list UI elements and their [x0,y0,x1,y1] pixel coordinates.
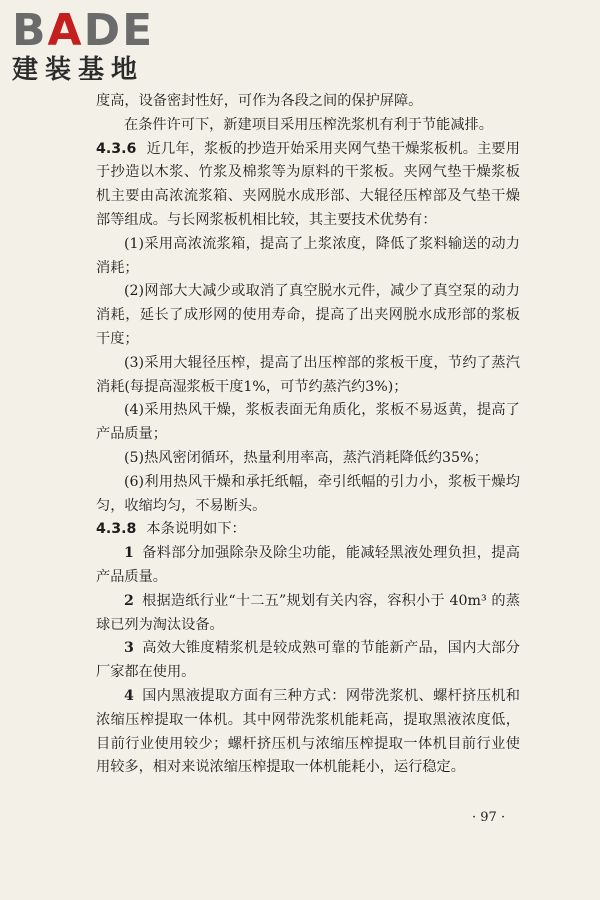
item-number: 3 [124,640,134,657]
logo-wordmark: BADE [12,5,155,56]
section-text: 近几年，浆板的抄造开始采用夹网气垫干燥浆板机。主要用于抄造以木浆、竹浆及棉浆等为原料的干浆板。夹网气垫干燥浆板机主要由高浓流浆箱、夹网脱水成形部、大辊径压榨部及气垫干燥部等组成。与长网浆板机相比较，其主要技术优势有： [96,140,520,228]
list-item [96,590,520,638]
list-item: (2)网部大大减少或取消了真空脱水元件，减少了真空泵的动力消耗，延长了成形网的使用寿命，提高了出夹网脱水成形部的浆板干度； [96,283,520,347]
list-item: (1)采用高浓流浆箱，提高了上浆浓度，降低了浆料输送的动力消耗； [96,235,520,276]
item-number: 4 [124,687,134,704]
page-number: · 97 · [472,810,506,825]
list-item: (6)利用热风干燥和承托纸幅，牵引纸幅的引力小，浆板干燥均匀，收缩均匀，不易断头。 [96,473,520,514]
logo-subtitle: 建装基地 [12,55,145,85]
item-text: 高效大锥度精浆机是较成熟可靠的节能新产品，国内大部分厂家都在使用。 [96,640,520,681]
list-item: (4)采用热风干燥，浆板表面无角质化，浆板不易返黄，提高了产品质量； [96,402,520,443]
list-item [96,637,520,685]
paragraph-continued: 度高，设备密封性好，可作为各段之间的保护屏障。 [96,93,423,109]
section-number: 4.3.6 [96,140,137,157]
page-content [96,90,520,780]
list-item [96,685,520,780]
list-item [96,542,520,590]
list-item: (3)采用大辊径压榨，提高了出压榨部的浆板干度，节约了蒸汽消耗(每提高湿浆板干度1%，可节约蒸汽约3%)； [96,354,520,395]
section-4-3-8 [96,518,520,542]
bade-logo [12,6,182,86]
section-text: 本条说明如下： [146,521,246,538]
list-item: (5)热风密闭循环，热量利用率高，蒸汽消耗降低约35%； [124,449,488,466]
section-4-3-6 [96,138,520,233]
item-number: 1 [124,545,134,562]
item-number: 2 [124,592,134,609]
paragraph-press-washer: 在条件许可下，新建项目采用压榨洗浆机有利于节能减排。 [124,116,493,133]
item-text: 根据造纸行业“十二五”规划有关内容，容积小于 40m³ 的蒸球已列为淘汰设备。 [96,592,520,633]
item-text: 国内黑液提取方面有三种方式：网带洗浆机、螺杆挤压机和浓缩压榨提取一体机。其中网带洗浆机能耗高，提取黑液浓度低，目前行业使用较少；螺杆挤压机与浓缩压榨提取一体机目前行业使用较多，相对来说浓缩压榨提取一体机能耗小，运行稳定。 [96,687,520,776]
section-number: 4.3.8 [96,521,137,538]
item-text: 备料部分加强除杂及除尘功能，能减轻黑液处理负担，提高产品质量。 [96,545,520,585]
